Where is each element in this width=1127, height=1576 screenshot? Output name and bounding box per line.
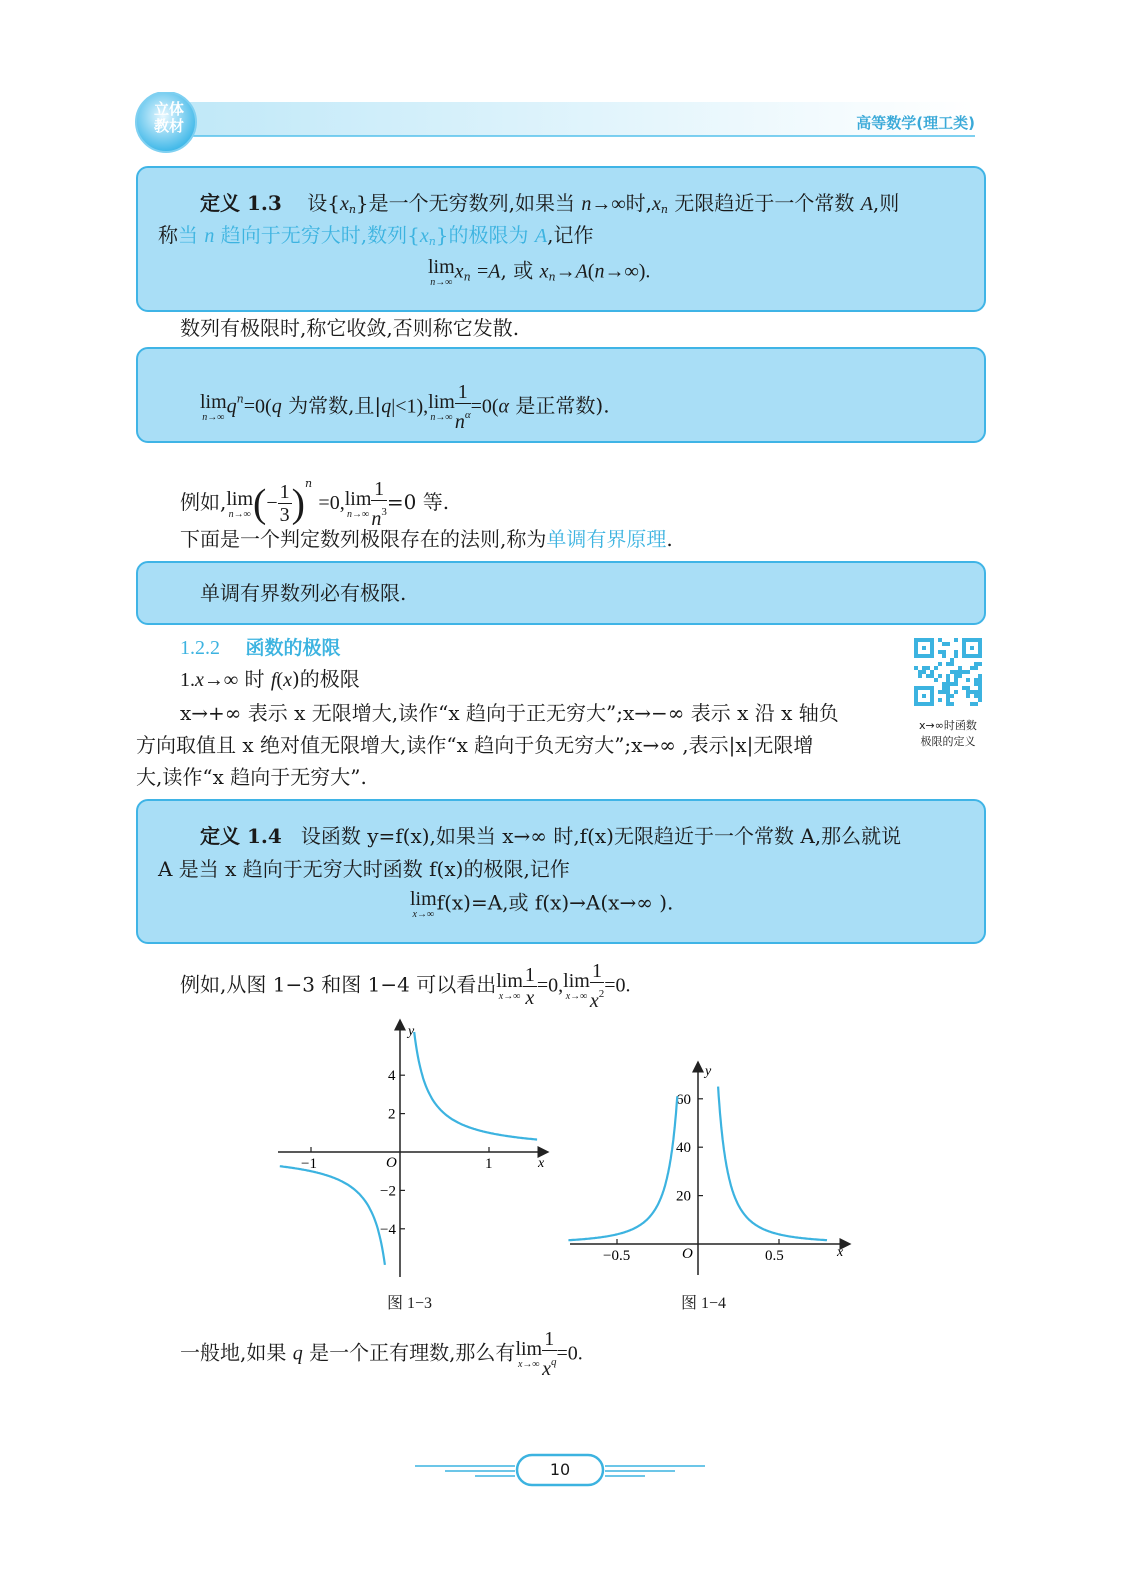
general-text: 一般地,如果 [180,1340,287,1365]
x-axis-label: x [837,1245,844,1260]
box2-text: =0( [243,395,272,418]
origin-label: O [386,1155,397,1171]
section-title: 函数的极限 [245,637,341,659]
def13-sub-n: n [548,270,556,284]
def13-formula-text: ( [587,260,595,283]
limit-operator: lim x→∞ [410,888,437,920]
y-tick-label: 40 [676,1140,691,1157]
book-title: 高等数学(理工类) [856,114,975,132]
sub1-text: 1. [180,669,195,691]
limit-operator: lim x→∞ [515,1338,543,1370]
box3-text: 单调有界数列必有极限. [200,581,407,605]
def13-highlight: 趋向于无穷大时,数列{ [220,223,420,247]
figure-1-3-plot [270,1015,560,1285]
qr-caption-line-1: x→∞时函数 [919,719,977,732]
figure-1-4-plot [565,1055,855,1280]
monotone-intro [180,525,673,553]
def14-line2: A 是当 x 趋向于无穷大时函数 f(x)的极限,记作 [158,857,570,881]
fraction: $\frac{1}{x^2}$ [589,960,605,1012]
para-line-2: 方向取值且 x 绝对值无限增大,读作“x 趋向于负无穷大”;x→∞ ,表示|x|无限增 [136,733,814,757]
example2-text: =0. [604,974,631,997]
def13-text: ,则 [872,191,900,215]
limit-operator: lim n→∞ [226,487,254,520]
section-number: 1.2.2 [180,637,220,659]
def13-highlight: x [419,225,429,247]
badge-line-2: 教材 [153,117,184,135]
sub1-x: x [283,669,292,691]
def13-label: 定义 1.3 [200,191,282,215]
general-q: q [292,1342,303,1365]
box2-text: 是正常数). [515,393,610,418]
sub1-x-to-inf: x→∞ [195,669,239,691]
fraction: $\frac{1}{n^3}$ [371,477,387,530]
def13-highlight-sub: n [428,235,436,248]
example1-text: =0, [318,492,345,514]
para-line-3: 大,读作“x 趋向于无穷大”. [136,765,367,789]
curve-negative-branch [280,1166,385,1265]
def13-xn: x [539,260,549,283]
x-tick-label: 0.5 [765,1248,784,1264]
badge-text [146,101,192,135]
limit-operator: lim x→∞ [496,970,523,1002]
y-tick-label: 20 [676,1188,691,1205]
sub1-text: )的极限 [291,667,360,691]
converge-text: 数列有极限时,称它收敛,否则称它发散. [180,316,520,340]
def13-xn: x [339,193,349,215]
box2-exp: n [236,392,244,406]
example1-text: 例如, [180,490,227,514]
general-statement [180,1328,583,1380]
badge-line-1: 立体 [153,100,184,118]
box2-formula [200,381,610,433]
def13-formula-text: , 或 [500,258,534,283]
fraction: $\frac{1}{x^q}$ [542,1328,557,1380]
def13-formula [428,256,650,292]
fraction: $\frac{1}{3}$ [279,481,290,526]
example2-text: 例如,从图 1−3 和图 1−4 可以看出 [180,972,497,997]
sub1-text: ( [276,669,284,691]
def13-text: 无限趋近于一个常数 [674,191,855,215]
def13-text: 设{ [307,191,340,215]
def13-formula-text: → [555,260,576,283]
def13-text: }是一个无穷数列,如果当 [355,191,576,215]
curve-positive-branch [414,1032,537,1140]
curve-left-branch [568,1096,677,1240]
origin-label: O [682,1246,693,1262]
def13-line2 [158,221,593,256]
def13-A: A [575,260,588,283]
def13-text: ,记作 [547,223,594,247]
qr-caption [900,718,996,750]
limit-operator: lim n→∞ [428,391,455,423]
def13-A: A [488,260,501,283]
limit-operator: lim x→∞ [563,970,590,1002]
def13-n-to-inf: n→∞ [581,193,626,215]
limit-operator: lim n→∞ [344,487,372,520]
box2-q: q [271,395,282,418]
y-tick-label: −4 [380,1221,396,1238]
box2-q: q [381,395,392,418]
section-heading [180,633,340,662]
box2-text: 为常数,且| [288,393,382,418]
x-axis-label: x [538,1156,545,1171]
example1-minus: − [266,492,278,514]
y-tick-label: 2 [388,1106,396,1123]
limit-operator: lim n→∞ [428,256,455,288]
qr-code-pattern [914,638,982,706]
monotone-text: . [666,527,673,551]
header [0,0,1127,160]
sub1-text: 时 [244,667,265,691]
para-line-1: x→+∞ 表示 x 无限增大,读作“x 趋向于正无穷大”;x→−∞ 表示 x 沿 x 轴负 [180,701,839,725]
x-tick-label: −1 [301,1156,317,1172]
example1 [180,470,449,530]
def13-A: A [860,193,873,215]
def14-label: 定义 1.4 [200,824,282,848]
def13-highlight: 当 [178,223,198,247]
def13-sub-n: n [660,203,668,216]
def13-formula-text: n→∞ [594,260,639,283]
def14-text: 设函数 y=f(x),如果当 x→∞ 时,f(x)无限趋近于一个常数 A,那么就说 [300,824,902,848]
y-axis-label: y [705,1064,712,1079]
x-tick-label: 1 [485,1156,493,1172]
page-number: 10 [549,1460,571,1479]
y-tick-label: 60 [676,1091,691,1108]
def13-formula-text: ). [638,260,651,283]
fraction: $\frac{1}{x}$ [524,963,535,1009]
right-paren: ) [291,480,305,526]
qr-caption-line-2: 极限的定义 [920,735,976,748]
example1-text: =0 等. [386,490,450,514]
def13-highlight: A [534,225,548,247]
def13-sub-n: n [463,270,471,284]
def14-line1 [200,822,901,850]
def14-formula [410,888,673,920]
general-text: =0. [556,1342,583,1365]
general-text: 是一个正有理数,那么有 [309,1340,516,1365]
def13-text: 称 [158,223,178,247]
def13-xn: x [454,260,464,283]
box2-alpha: α [498,395,510,418]
def13-sub-n: n [348,203,356,216]
def14-formula-text: f(x)=A,或 f(x)→A(x→∞ ). [436,890,674,915]
y-tick-label: 4 [388,1068,396,1085]
example2-text: =0, [536,974,564,997]
figure-1-4-caption: 图 1−4 [681,1295,727,1312]
monotone-text: 下面是一个判定数列极限存在的法则,称为 [180,527,547,551]
limit-operator: lim n→∞ [200,391,227,423]
example1-exp: n [304,477,313,490]
x-tick-label: −0.5 [603,1248,631,1264]
def13-xn: x [652,193,661,215]
y-tick-label: −2 [380,1183,396,1200]
box2-text: |<1), [391,395,429,418]
figure-1-3-caption: 图 1−3 [387,1295,433,1312]
left-paren: ( [253,480,267,526]
def13-line1 [200,189,899,224]
subsection-1 [180,665,360,694]
def13-highlight: n [204,225,215,247]
def13-text: 时, [625,191,652,215]
box2-text: =0( [470,395,499,418]
qr-code[interactable] [914,638,982,706]
def13-highlight: }的极限为 [435,223,529,247]
fraction: $\frac{1}{n^\alpha}$ [454,381,471,433]
def13-formula-text: = [477,260,489,283]
box2-q: q [226,395,237,418]
monotone-highlight: 单调有界原理 [546,527,667,551]
example2 [180,960,631,1012]
y-axis-label: y [408,1024,415,1039]
curve-right-branch [718,1087,827,1241]
sub1-f: f [270,669,277,691]
